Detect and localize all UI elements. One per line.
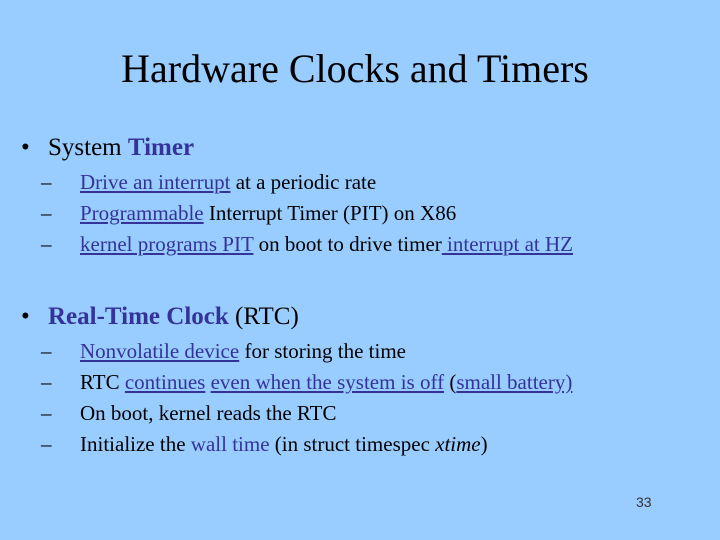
sub-item-6 [41, 400, 337, 426]
sub-item-text: ( [444, 370, 457, 394]
link-small-battery[interactable]: small battery) [456, 370, 573, 394]
dash-icon: – [41, 339, 52, 363]
bullet-system-timer [21, 133, 194, 163]
dash-icon: – [41, 170, 52, 194]
sub-item-text: RTC [80, 370, 125, 394]
link-interrupt-at-hz[interactable]: interrupt at HZ [441, 232, 574, 256]
dash-icon: – [41, 401, 52, 425]
sub-item-text: on boot to drive timer [253, 232, 442, 256]
dash-icon: – [41, 232, 52, 256]
sub-item-text: ) [480, 432, 488, 456]
link-drive-interrupt[interactable]: Drive an interrupt [80, 170, 231, 194]
heading-plain: (RTC) [228, 303, 299, 330]
bullet-real-time-clock [21, 302, 299, 332]
sub-item-text: Interrupt Timer (PIT) on X86 [203, 201, 457, 225]
wall-time-text: wall time [190, 432, 270, 456]
slide-title: Hardware Clocks and Timers [121, 46, 589, 91]
xtime-text: xtime [435, 432, 481, 456]
bullet-icon: • [21, 134, 30, 161]
heading-emphasis: Timer [127, 134, 195, 161]
dash-icon: – [41, 432, 52, 456]
link-kernel-programs-pit[interactable]: kernel programs PIT [80, 232, 254, 256]
sub-item-3 [41, 231, 573, 257]
sub-item-text: On boot, kernel reads the RTC [80, 401, 337, 425]
sub-item-1 [41, 169, 376, 195]
heading-emphasis: Real-Time Clock [48, 303, 229, 330]
link-nonvolatile-device[interactable]: Nonvolatile device [80, 339, 240, 363]
dash-icon: – [41, 370, 52, 394]
bullet-icon: • [21, 303, 30, 330]
sub-item-2 [41, 200, 456, 226]
link-even-when-off[interactable]: even when the system is off [210, 370, 445, 394]
link-continues[interactable]: continues [124, 370, 206, 394]
dash-icon: – [41, 201, 52, 225]
sub-item-4 [41, 338, 406, 364]
sub-item-5 [41, 369, 572, 395]
sub-item-text: at a periodic rate [230, 170, 377, 194]
page-number: 33 [636, 494, 652, 510]
sub-item-text: (in struct timespec [269, 432, 436, 456]
link-programmable[interactable]: Programmable [80, 201, 204, 225]
sub-item-7 [41, 431, 488, 457]
sub-item-text: Initialize the [80, 432, 191, 456]
sub-item-text: for storing the time [239, 339, 407, 363]
heading-plain: System [48, 134, 128, 161]
